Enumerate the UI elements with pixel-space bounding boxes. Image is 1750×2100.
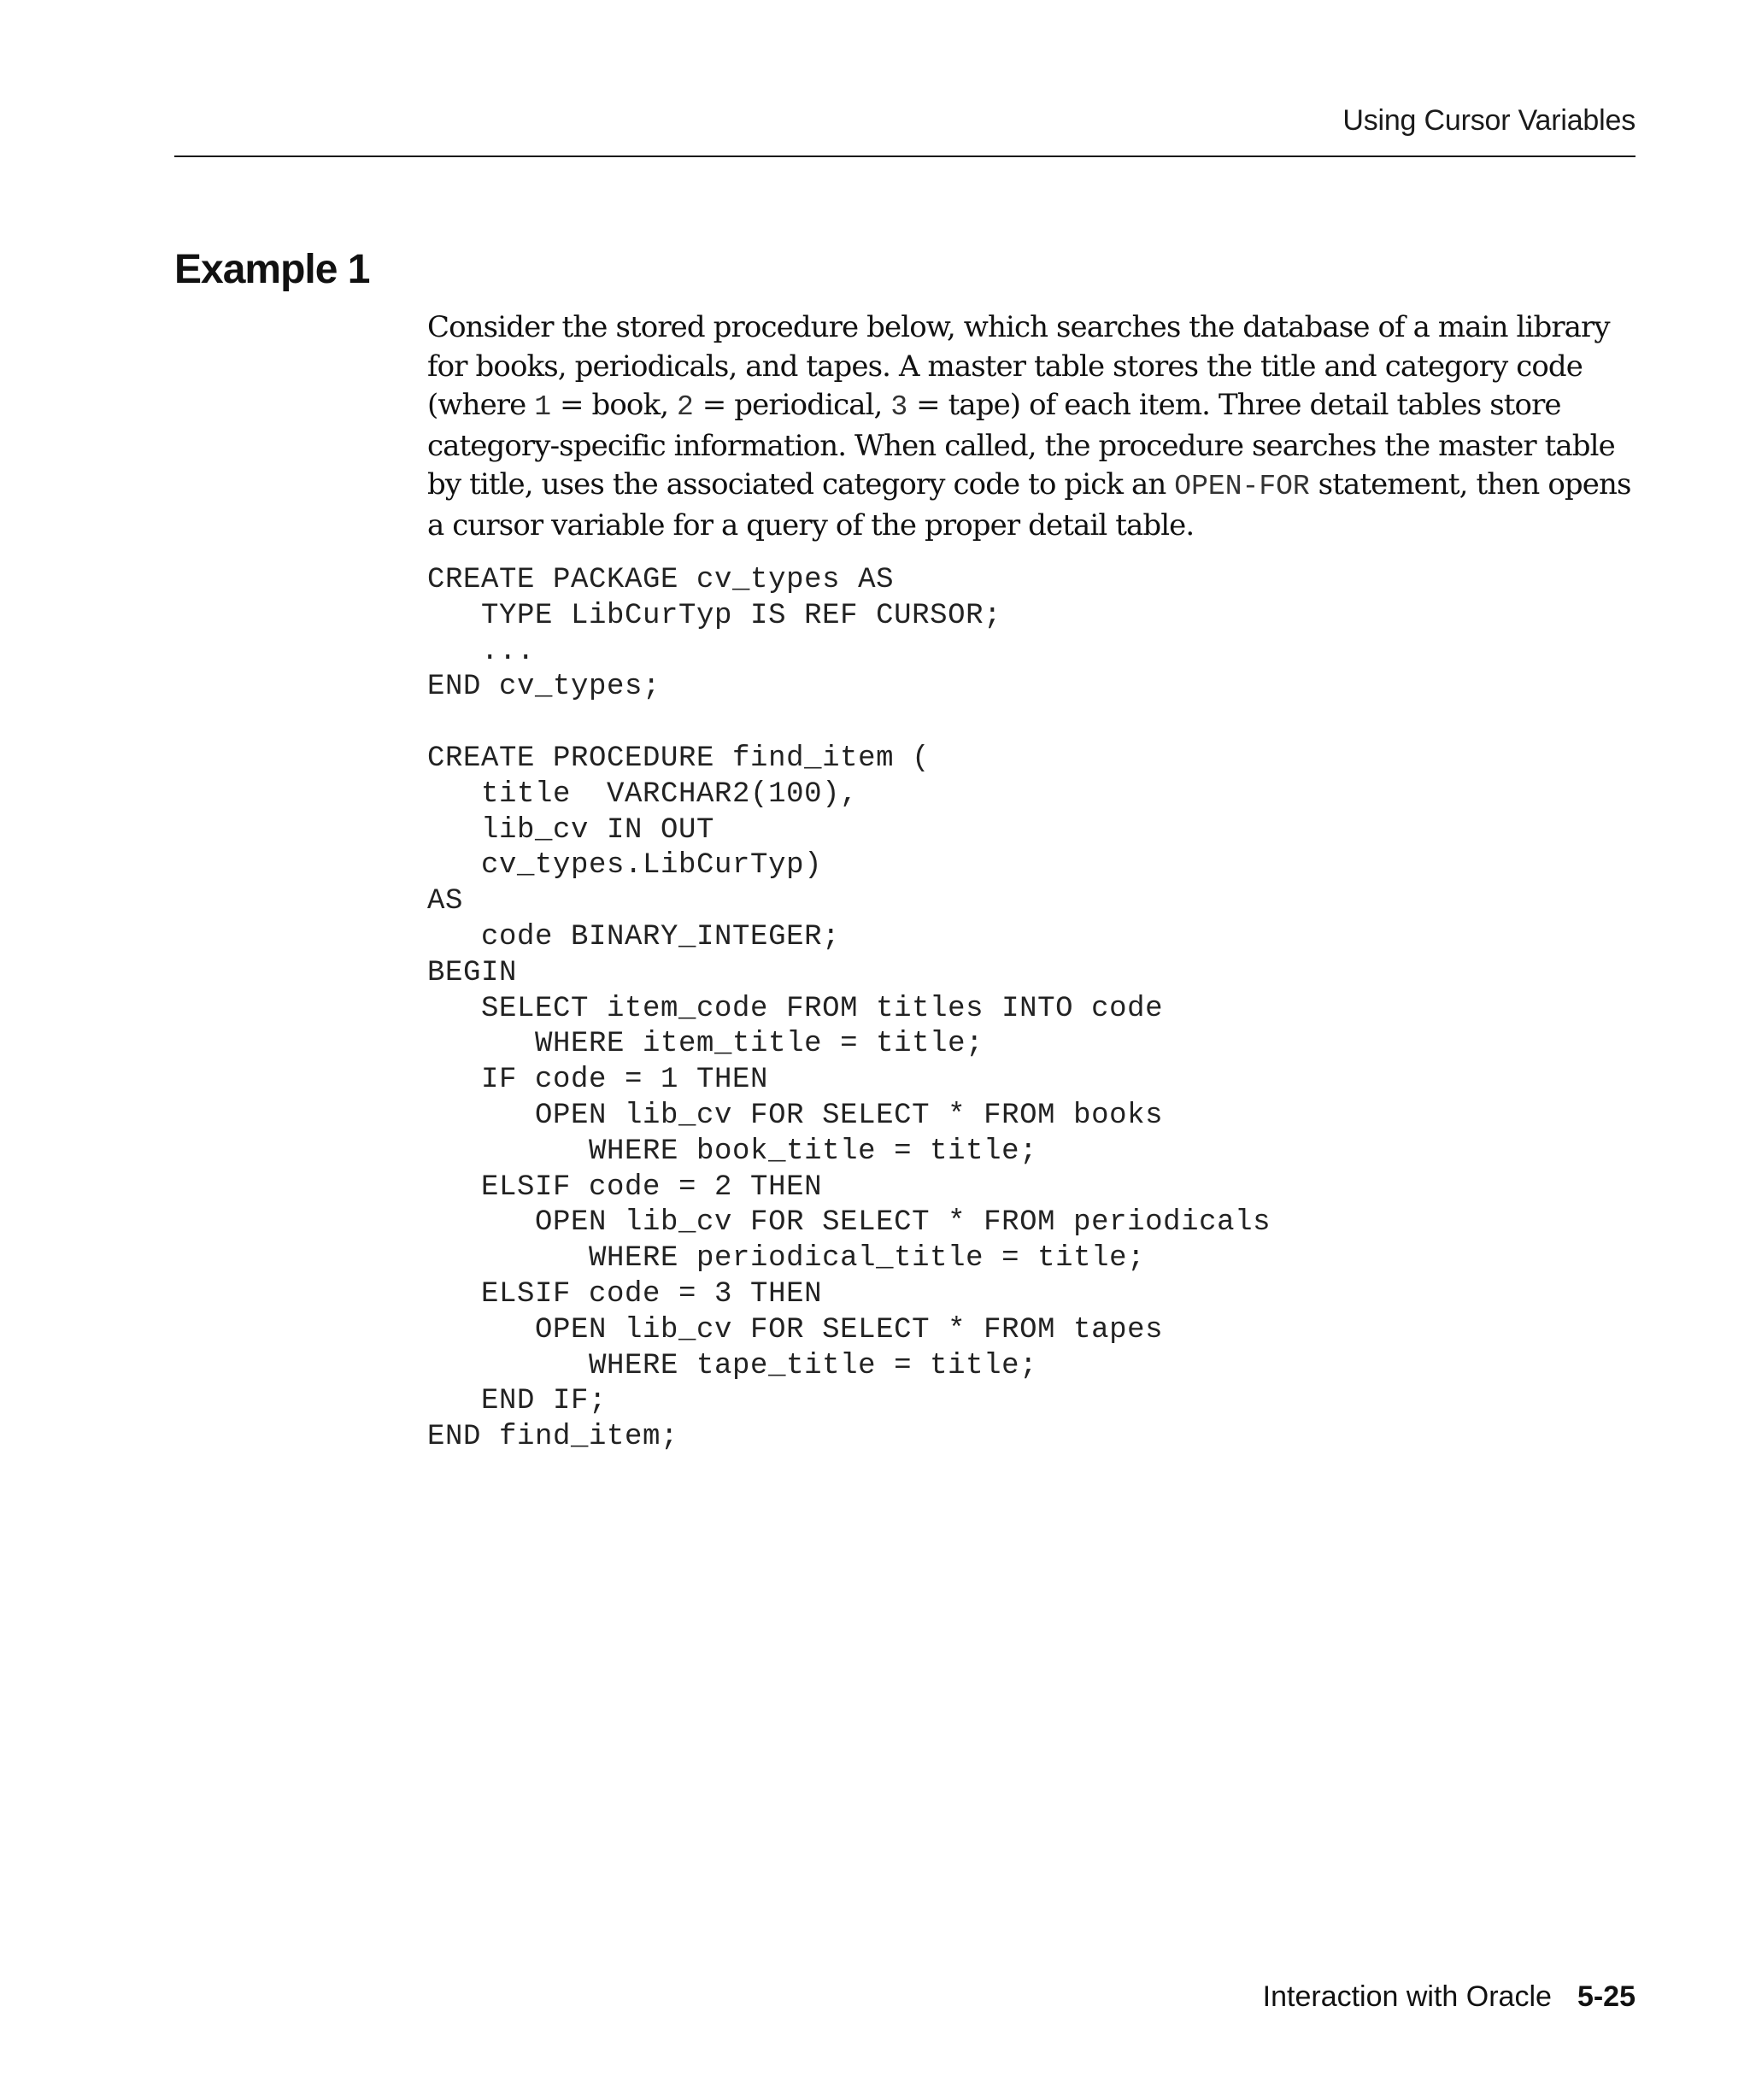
code-line: WHERE periodical_title = title;: [427, 1242, 1146, 1276]
code-line: title VARCHAR2(100),: [427, 777, 859, 811]
section-heading: Example 1: [174, 247, 370, 292]
body-text: statement, then opens a cursor variable for a query of the proper detail table.: [427, 467, 1631, 543]
code-line: lib_cv IN OUT: [427, 813, 715, 847]
inline-code: 3: [890, 391, 908, 423]
body-text: Consider the stored procedure below, which searches the database of a main library for books, periodicals, and tapes. A master table stores the title and category code (where: [427, 310, 1610, 422]
footer-chapter-title: Interaction with Oracle: [1262, 1980, 1552, 2013]
code-line: ...: [427, 635, 536, 668]
code-line: END cv_types;: [427, 671, 661, 704]
header-rule: [174, 155, 1635, 157]
inline-code: 2: [677, 391, 694, 423]
code-line: CREATE PROCEDURE find_item (: [427, 742, 931, 775]
body-text: = periodical,: [693, 388, 891, 422]
code-line: WHERE item_title = title;: [427, 1028, 984, 1061]
body-paragraph: [427, 308, 1641, 545]
code-line: ELSIF code = 3 THEN: [427, 1277, 823, 1311]
running-head-title: Using Cursor Variables: [1342, 104, 1635, 137]
code-listing: [427, 563, 1271, 1456]
code-line: END find_item;: [427, 1421, 679, 1454]
code-line: code BINARY_INTEGER;: [427, 920, 841, 953]
code-line: IF code = 1 THEN: [427, 1064, 769, 1097]
code-line: WHERE tape_title = title;: [427, 1349, 1038, 1382]
body-text: = book,: [551, 388, 678, 422]
code-line: cv_types.LibCurTyp): [427, 849, 823, 883]
code-line: BEGIN: [427, 956, 518, 989]
code-line: AS: [427, 885, 464, 918]
page-number: 5-25: [1577, 1980, 1635, 2013]
code-line: OPEN lib_cv FOR SELECT * FROM periodicals: [427, 1206, 1271, 1240]
code-line: TYPE LibCurTyp IS REF CURSOR;: [427, 599, 1002, 632]
inline-code: OPEN-FOR: [1174, 471, 1310, 502]
code-line: END IF;: [427, 1385, 608, 1418]
body-text: = tape) of each item. Three detail tables store category-specific information. When called, the procedure searches the master table by title, uses the associated category code to pick an: [427, 388, 1615, 502]
code-line: WHERE book_title = title;: [427, 1135, 1038, 1168]
code-line: SELECT item_code FROM titles INTO code: [427, 992, 1164, 1025]
code-line: CREATE PACKAGE cv_types AS: [427, 564, 895, 596]
code-line: OPEN lib_cv FOR SELECT * FROM books: [427, 1099, 1164, 1132]
page-footer: [1263, 1980, 1635, 2014]
code-line: OPEN lib_cv FOR SELECT * FROM tapes: [427, 1313, 1164, 1346]
inline-code: 1: [534, 391, 552, 423]
code-line: ELSIF code = 2 THEN: [427, 1170, 823, 1204]
